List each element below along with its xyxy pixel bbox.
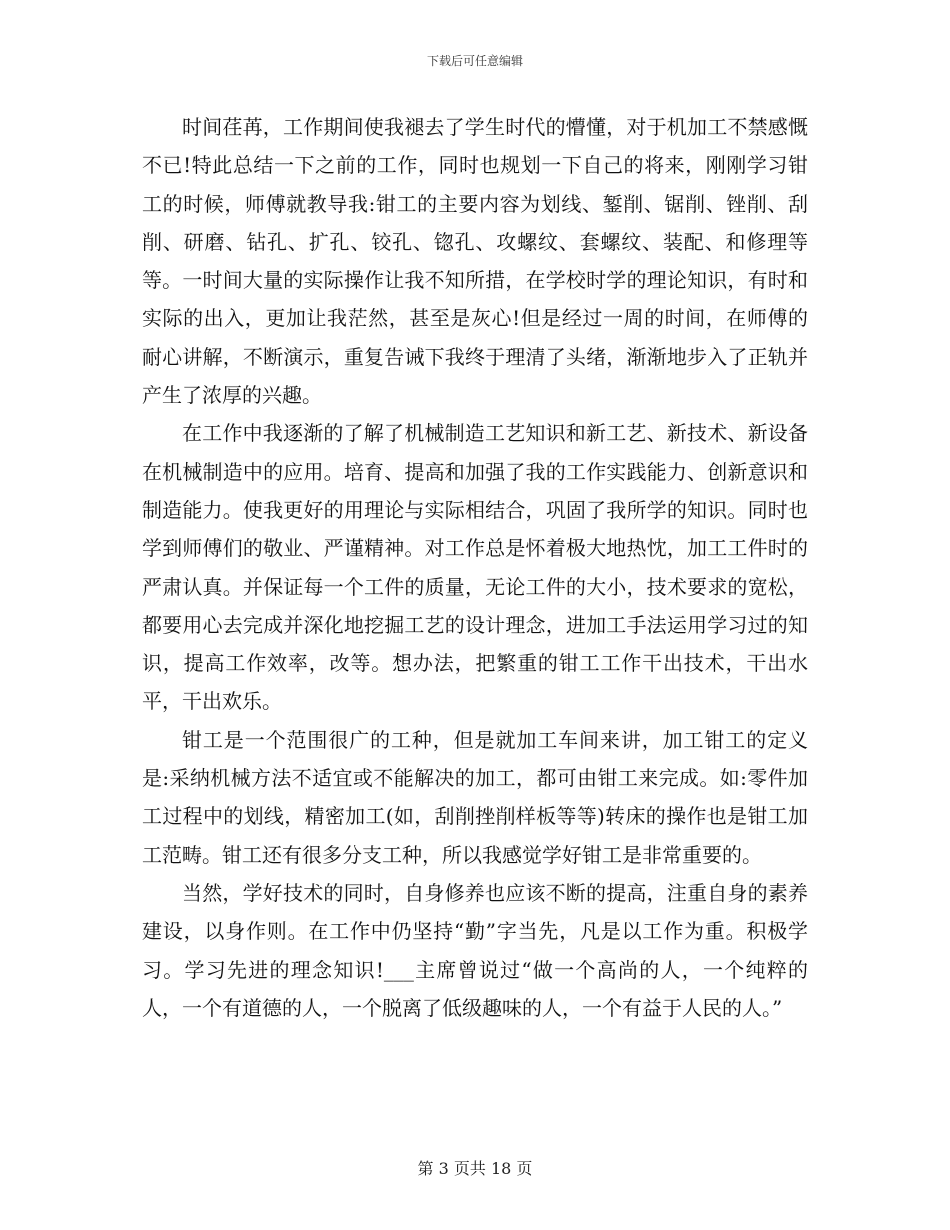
document-body bbox=[142, 108, 808, 1027]
paragraph-3: 钳工是一个范围很广的工种，但是就加工车间来讲，加工钳工的定义是:采纳机械方法不适宜或不能解决的加工，都可由钳工来完成。如:零件加工过程中的划线，精密加工(如，刮削挫削样板等等)转床的操作也是钳工加工范畴。钳工还有很多分支工种，所以我感觉学好钳工是非常重要的。 bbox=[142, 727, 808, 867]
page-header: 下载后可任意编辑 bbox=[426, 54, 523, 68]
paragraph-4: 当然，学好技术的同时，自身修养也应该不断的提高，注重自身的素养建设，以身作则。在工作中仍坚持“勤”字当先，凡是以工作为重。积极学习。学习先进的理念知识!___主席曾说过“做一个高尚的人，一个纯粹的人，一个有道德的人，一个脱离了低级趣味的人，一个有益于人民的人。” bbox=[142, 880, 808, 1020]
page-number-footer: 第 3 页共 18 页 bbox=[417, 1159, 533, 1178]
paragraph-1: 时间荏苒，工作期间使我褪去了学生时代的懵懂，对于机加工不禁感慨不已!特此总结一下之前的工作，同时也规划一下自己的将来，刚刚学习钳工的时候，师傅就教导我:钳工的主要内容为划线、錾削、锯削、锉削、刮削、研磨、钻孔、扩孔、铰孔、锪孔、攻螺纹、套螺纹、装配、和修理等等。一时间大量的实际操作让我不知所措，在学校时学的理论知识，有时和实际的出入，更加让我茫然，甚至是灰心!但是经过一周的时间，在师傅的耐心讲解，不断演示，重复告诫下我终于理清了头绪，渐渐地步入了正轨并产生了浓厚的兴趣。 bbox=[142, 115, 808, 408]
paragraph-2: 在工作中我逐渐的了解了机械制造工艺知识和新工艺、新技术、新设备在机械制造中的应用。培育、提高和加强了我的工作实践能力、创新意识和制造能力。使我更好的用理论与实际相结合，巩固了我所学的知识。同时也学到师傅们的敬业、严谨精神。对工作总是怀着极大地热忱，加工工件时的严肃认真。并保证每一个工件的质量，无论工件的大小，技术要求的宽松，都要用心去完成并深化地挖掘工艺的设计理念，进加工手法运用学习过的知识，提高工作效率，改等。想办法，把繁重的钳工工作干出技术，干出水平，干出欢乐。 bbox=[142, 421, 808, 714]
